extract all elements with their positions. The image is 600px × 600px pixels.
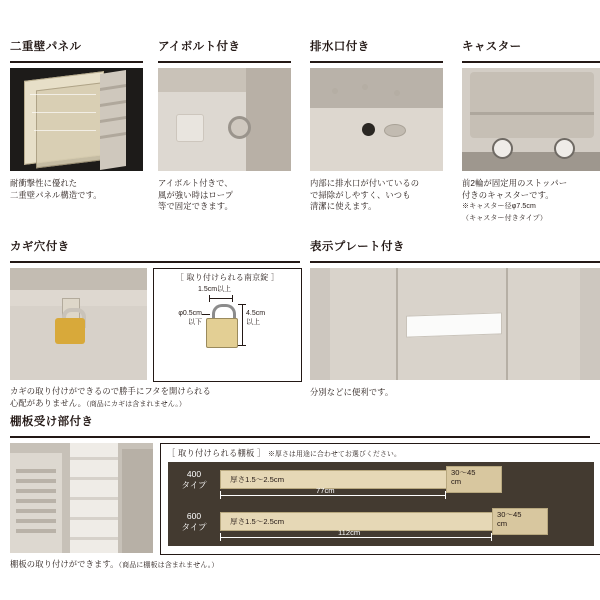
- panel-edge: [100, 70, 126, 170]
- shelf-spec-row: [168, 504, 594, 546]
- double-wall-title: 二重壁パネル: [10, 41, 82, 53]
- caster-wheel: [492, 138, 513, 159]
- drain-hole: [362, 123, 375, 136]
- caption-line: [10, 398, 300, 411]
- shelf-thickness: 厚さ1.5～2.5cm: [230, 475, 285, 484]
- keyhole-title: カギ穴付き: [10, 241, 70, 253]
- side-panel: [122, 449, 153, 553]
- drain-title-wrap: [310, 40, 443, 63]
- shelf-depth-unit: cm: [451, 477, 462, 486]
- caster-photo: [462, 68, 600, 171]
- caster-title-wrap: [462, 40, 600, 63]
- caster-wheel: [554, 138, 575, 159]
- dim-right-line: [242, 304, 243, 346]
- dim-height-value: 4.5cm: [246, 310, 266, 317]
- dim-tick: [220, 533, 221, 541]
- keyhole-photo: [10, 268, 147, 380]
- screw-dot: [394, 90, 400, 96]
- dim-tick: [238, 345, 246, 346]
- shelf-title: 棚板受け部付き: [10, 416, 94, 428]
- eyebolt-photo: [158, 68, 291, 171]
- dim-diameter-value: φ0.5cm: [178, 310, 202, 317]
- door-seam: [396, 268, 398, 380]
- shelf-caption: [10, 559, 590, 572]
- shelf-type-value: 400: [186, 469, 202, 479]
- shelf-spec-row: [168, 462, 594, 504]
- dim-tick: [238, 304, 246, 305]
- caption-line: 耐衝撃性に優れた: [10, 178, 78, 188]
- shelf-type-unit: タイプ: [181, 480, 207, 490]
- caption-text: 棚板の取り付けができます。: [10, 559, 119, 569]
- floor-surface: [462, 152, 600, 171]
- keyhole-title-wrap: [10, 240, 300, 263]
- dim-top-label: 1.5cm以上: [198, 286, 232, 293]
- eyebolt-ring: [228, 116, 251, 139]
- shelf-depth-unit: cm: [497, 519, 508, 528]
- shelf-depth-value: 30～45: [451, 468, 476, 477]
- caption-line: で掃除がしやすく、いつも: [310, 189, 411, 200]
- caption-note: （商品にカギは含まれません。）: [86, 400, 186, 408]
- door-panel: [70, 443, 118, 553]
- padlock-diagram-title: ［ 取り付けられる南京錠 ］: [175, 273, 280, 282]
- feature-eyebolt: [158, 40, 291, 213]
- caption-note: （キャスター付きタイプ）: [462, 214, 547, 222]
- dim-diameter-unit: 以下: [188, 318, 202, 326]
- panel-highlight: [30, 94, 96, 95]
- latch-block: [176, 114, 204, 142]
- eyebolt-title-wrap: [158, 40, 291, 63]
- caption-text: 心配がありません。: [10, 397, 87, 408]
- caption-line: アイボルト付きで、: [158, 178, 233, 188]
- caption-note: （商品に棚板は含まれません。）: [118, 562, 219, 569]
- cabinet-seam: [470, 112, 594, 115]
- drain-caption: [310, 178, 443, 213]
- shelf-body: [10, 443, 590, 553]
- eyebolt-title: アイボルト付き: [158, 41, 241, 53]
- plate-caption: [310, 387, 600, 399]
- caster-caption: [462, 178, 600, 224]
- drain-rim: [384, 124, 406, 137]
- drain-title: 排水口付き: [310, 41, 370, 53]
- dim-tick: [445, 491, 446, 499]
- keyhole-media: [10, 268, 300, 380]
- caption-line: 等で固定できます。: [158, 201, 233, 212]
- padlock-diagram: [153, 268, 302, 382]
- caption-line: 風が強い時はロープ: [158, 189, 234, 200]
- caption-line: 付きのキャスターです。: [462, 189, 554, 200]
- cabinet-body: [470, 72, 594, 138]
- caption-line: 前2輪が固定用のストッパー: [462, 178, 568, 188]
- feature-shelf: [10, 415, 590, 572]
- shelf-spec-table: [168, 462, 594, 546]
- shelf-type-label: [174, 469, 214, 491]
- label-plate: [406, 312, 502, 337]
- eyebolt-caption: [158, 178, 291, 213]
- shelf-spec-title: ［ 取り付けられる棚板 ］: [167, 448, 266, 458]
- plate-title: 表示プレート付き: [310, 241, 405, 253]
- shelf-title-wrap: [10, 415, 590, 438]
- plate-title-wrap: [310, 240, 600, 263]
- interior-wall: [310, 68, 443, 108]
- door-seam: [506, 268, 508, 380]
- dim-left-leader: [202, 314, 210, 315]
- shelf-width-dim-line: [220, 537, 492, 538]
- shelf-width: 112cm: [338, 528, 361, 537]
- feature-keyhole: [10, 240, 300, 410]
- shelf-spec-note: ※厚さは用途に合わせてお選びください。: [268, 451, 401, 458]
- shelf-type-label: [174, 511, 214, 533]
- shelf-depth: [451, 468, 476, 486]
- feature-caster: [462, 40, 600, 224]
- plate-photo: [310, 268, 600, 380]
- caption-line: 清潔に使えます。: [310, 201, 377, 212]
- caption-line: カギの取り付けができるので勝手にフタを開けられる: [10, 386, 211, 396]
- screw-dot: [332, 88, 338, 94]
- dim-height-label: [246, 310, 265, 327]
- dim-tick: [209, 295, 210, 302]
- dim-tick: [491, 533, 492, 541]
- caption-note: ※キャスター径φ7.5cm: [462, 203, 536, 211]
- shelf-photo: [10, 443, 153, 553]
- side-surface: [246, 68, 291, 171]
- padlock-body: [55, 318, 85, 344]
- caption-line: 二重壁パネル構造です。: [10, 189, 102, 200]
- double-wall-title-wrap: [10, 40, 143, 63]
- dim-diameter-label: [158, 310, 202, 327]
- drain-photo: [310, 68, 443, 171]
- feature-double-wall: [10, 40, 143, 201]
- panel-highlight: [32, 112, 96, 113]
- keyhole-caption: [10, 386, 300, 410]
- interior-floor: [310, 108, 443, 171]
- dim-height-unit: 以上: [246, 318, 260, 326]
- feature-drain: [310, 40, 443, 213]
- shelf-width-dim-line: [220, 495, 446, 496]
- feature-plate: [310, 240, 600, 399]
- dim-top-line: [209, 298, 233, 299]
- double-wall-caption: [10, 178, 143, 201]
- shelf-type-value: 600: [186, 511, 202, 521]
- caption-line: 分別などに便利です。: [310, 387, 394, 397]
- dim-tick: [232, 295, 233, 302]
- shelf-spec-header: [161, 444, 600, 459]
- shelf-type-unit: タイプ: [181, 522, 207, 532]
- shelf-thickness: 厚さ1.5～2.5cm: [230, 517, 285, 526]
- shelf-support-ribs: [16, 469, 56, 539]
- caption-line: 内部に排水口が付いているの: [310, 178, 420, 188]
- panel-highlight: [34, 130, 96, 131]
- shelf-depth: [497, 510, 522, 528]
- shelf-spec-box: [160, 443, 600, 555]
- padlock-diagram-body: [154, 284, 301, 372]
- padlock-shape: [206, 318, 238, 348]
- shelf-width: 77cm: [316, 486, 335, 495]
- screw-dot: [362, 84, 368, 90]
- shelf-depth-value: 30～45: [497, 510, 522, 519]
- double-wall-photo: [10, 68, 143, 171]
- dim-tick: [220, 491, 221, 499]
- caster-title: キャスター: [462, 41, 522, 53]
